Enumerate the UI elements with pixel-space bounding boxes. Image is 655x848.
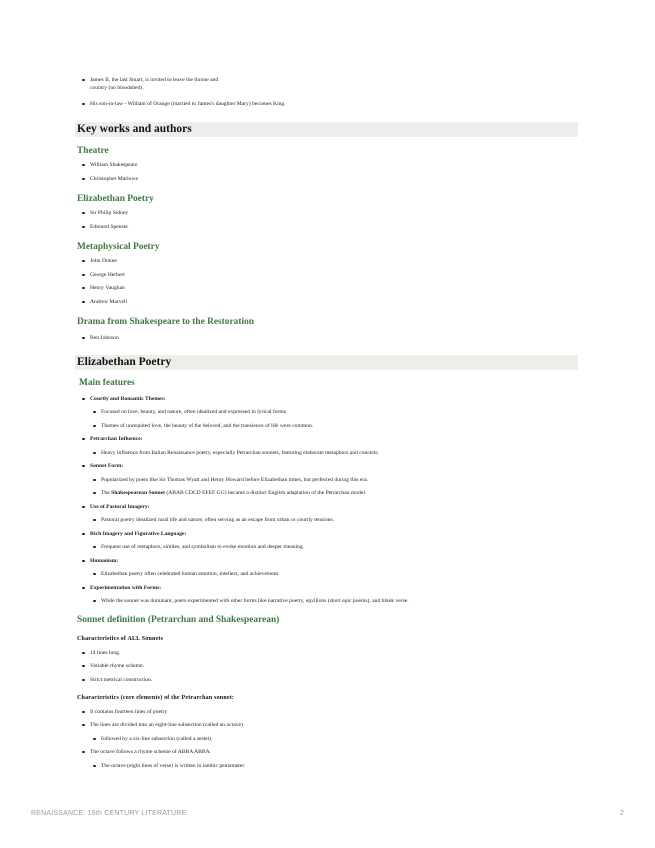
subheading-drama: Drama from Shakespeare to the Restoration [77, 317, 254, 327]
list-item: Christopher Marlowe [90, 175, 560, 183]
list-item: Sir Philip Sidney [90, 209, 560, 217]
feature-detail: Themes of unrequited love, the beauty of the beloved, and the transience of life were common. [101, 422, 571, 430]
section-heading-elizabethan-poetry: Elizabethan Poetry [75, 355, 578, 370]
feature-detail: Pastoral poetry idealized rural life and nature, often serving as an escape from urban or courtly tensions. [101, 516, 571, 524]
list-item: 14 lines long. [90, 649, 560, 657]
subheading-elizabethan-poetry: Elizabethan Poetry [77, 194, 154, 204]
text-run: The [101, 490, 112, 496]
list-item-text: James II, the last Stuart, is invited to leave the throne and [90, 77, 219, 83]
list-item: The lines are divided into an eight-line subsection (called an octave) [90, 721, 560, 729]
list-item: The octave (eight lines of verse) is written in iambic pentameter [101, 762, 571, 770]
list-item: William Shakespeare [90, 161, 560, 169]
feature-detail: Focused on love, beauty, and nature, often idealized and expressed in lyrical forms. [101, 408, 571, 416]
list-item: It contains fourteen lines of poetry [90, 708, 560, 716]
section-heading-key-works: Key works and authors [75, 122, 578, 137]
feature-detail: Heavy influence from Italian Renaissance poetry, especially Petrarchan sonnets, featuring elaborate metaphors and conceits. [101, 449, 571, 457]
feature-detail [101, 489, 571, 497]
minor-heading-all-sonnets: Characteristics of ALL Sonnets [77, 636, 164, 642]
subheading-sonnet-definition: Sonnet definition (Petrarchan and Shakespearean) [77, 615, 280, 625]
list-item: John Donne [90, 257, 560, 265]
footer-title: RENAISSANCE: 16th CENTURY LITERATURE [31, 810, 187, 817]
list-item [90, 76, 560, 92]
list-item: Edmund Spenser [90, 223, 560, 231]
list-item: Andrew Marvell [90, 298, 560, 306]
list-item: Strict metrical construction. [90, 676, 560, 684]
minor-heading-petrarchan: Characteristics (core elements) of the Petrarchan sonnet: [77, 695, 235, 701]
list-item-text: country (no bloodshed). [90, 85, 144, 91]
feature-item: Experimentation with Forms: [90, 584, 560, 592]
list-item: His son-in-law - William of Orange (married to James's daughter Mary) becomes King. [90, 100, 560, 108]
text-run-bold: Shakespearean Sonnet [111, 490, 165, 496]
feature-item: Sonnet Form: [90, 462, 560, 470]
subheading-theatre: Theatre [77, 146, 109, 156]
subheading-metaphysical-poetry: Metaphysical Poetry [77, 242, 160, 252]
subheading-main-features: Main features [79, 378, 135, 388]
list-item: Ben Johnson [90, 334, 560, 342]
feature-item: Use of Pastoral Imagery: [90, 503, 560, 511]
feature-item: Humanism: [90, 557, 560, 565]
feature-item: Petrarchan Influence: [90, 435, 560, 443]
feature-detail: Elizabethan poetry often celebrated human emotion, intellect, and achievement. [101, 570, 571, 578]
feature-detail: While the sonnet was dominant, poets experimented with other forms like narrative poetry, epyllions (short epic poems), and blank verse. [101, 597, 571, 605]
list-item: followed by a six-line subsection (called a sestet). [101, 735, 571, 743]
feature-item: Rich Imagery and Figurative Language: [90, 530, 560, 538]
list-item: The octave follows a rhyme scheme of ABBA ABBA. [90, 748, 560, 756]
feature-detail: Frequent use of metaphors, similes, and symbolism to evoke emotion and deeper meaning. [101, 543, 571, 551]
text-run: (ABAB CDCD EFEF GG) became a distinct English adaptation of the Petrarchan model. [164, 490, 367, 496]
list-item: George Herbert [90, 271, 560, 279]
feature-detail: Popularized by poets like Sir Thomas Wyatt and Henry Howard before Elizabethan times, but perfected during this era. [101, 476, 571, 484]
list-item: Variable rhyme scheme. [90, 662, 560, 670]
feature-item: Courtly and Romantic Themes: [90, 395, 560, 403]
page-number: 2 [620, 810, 624, 817]
list-item: Henry Vaughan [90, 284, 560, 292]
